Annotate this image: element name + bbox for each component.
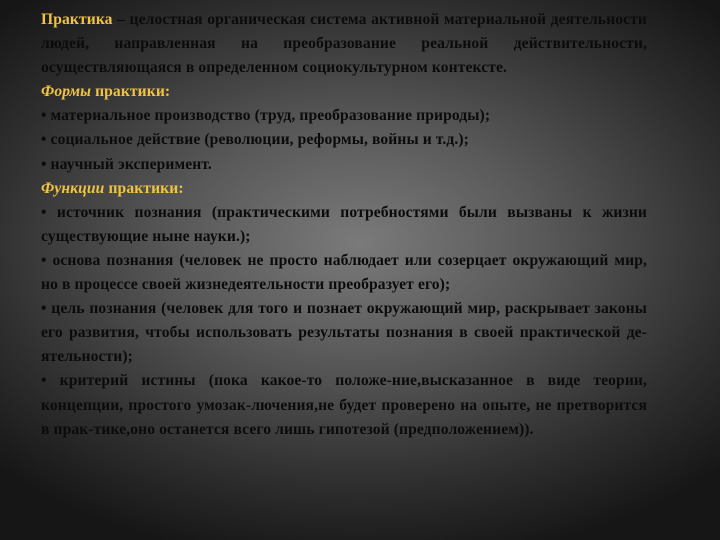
functions-heading-italic: Функции: [41, 179, 105, 197]
definition-term: Практика: [41, 11, 113, 28]
forms-heading: [41, 80, 647, 104]
functions-heading: [41, 177, 647, 201]
forms-heading-italic: Формы: [41, 83, 92, 101]
definition-text: – целостная органическая система активной материальной деятельности людей, направленная на преобразование реальной действительности, осуществляющаяся в определенном социокультурном контексте.: [41, 11, 647, 77]
forms-item-2: • социальное действие (революции, реформы, войны и т.д.);: [41, 131, 469, 149]
definition-paragraph: [41, 8, 647, 80]
functions-item-4: • критерий истины (пока какое-то положе-ние,высказанное в виде теории, концепции, простого умозак-лючения,не будет проверено на опыте, не претворится в прак-тике,оно останется всего лишь гипотезой (предположением)).: [41, 372, 647, 438]
functions-item-2: • основа познания (человек не просто наблюдает или созерцает окружающий мир, но в процессе своей жизнедеятельности преобразует его);: [41, 251, 647, 294]
functions-item-1: • источник познания (практическими потребностями были вызваны к жизни существующие ныне науки.);: [41, 203, 647, 245]
forms-item-1: • материальное производство (труд, преобразование природы);: [41, 107, 491, 125]
forms-item-3: • научный эксперимент.: [41, 155, 212, 173]
functions-item-3: • цель познания (человек для того и познает окружающий мир, раскрывает законы его развития, чтобы использовать результаты познания в своей практической де-ятельности);: [41, 300, 647, 366]
functions-heading-rest: практики:: [104, 179, 184, 197]
slide-text: [41, 8, 647, 442]
forms-heading-rest: практики:: [91, 83, 171, 101]
